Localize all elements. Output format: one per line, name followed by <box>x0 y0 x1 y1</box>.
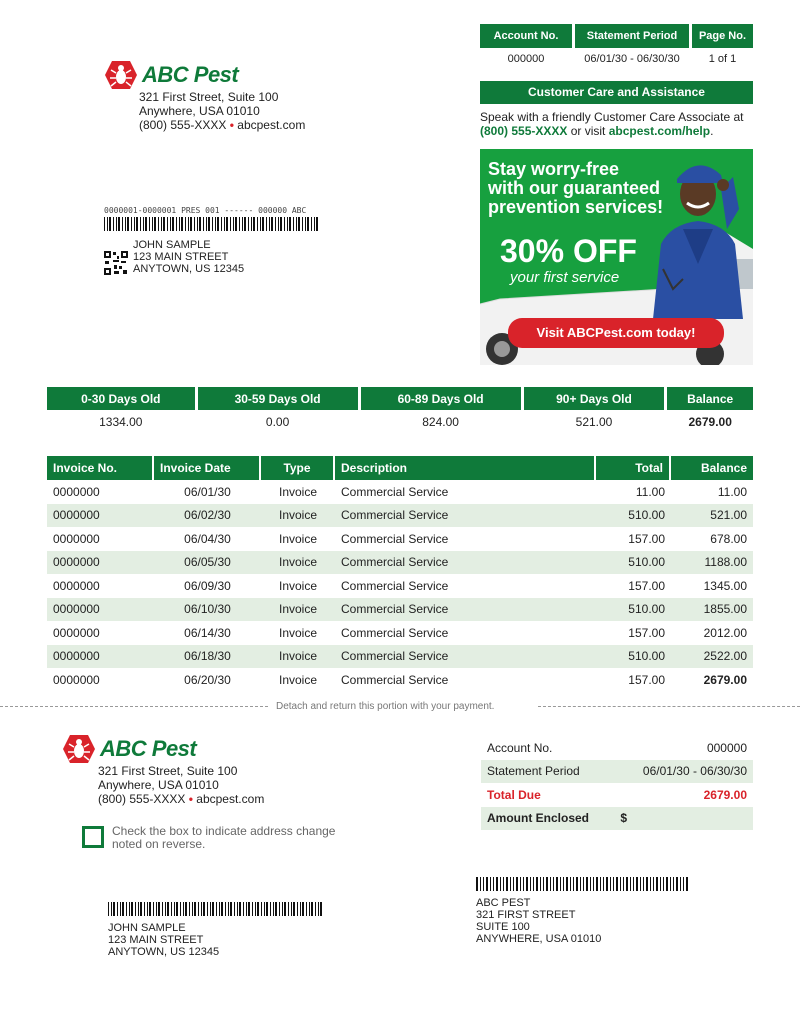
invoice-number-cell: 0000000 <box>53 672 100 687</box>
customer-care-period: . <box>710 124 714 138</box>
invoice-date-cell: 06/05/30 <box>154 551 261 575</box>
stub-bug-icon <box>62 734 98 764</box>
stub-phone: (800) 555-XXXX <box>98 792 186 806</box>
mailing-city: ANYTOWN, US 12345 <box>133 263 245 275</box>
remit-to-address <box>476 897 601 945</box>
invoice-total-cell: 157.00 <box>628 672 665 687</box>
invoice-description-cell: Commercial Service <box>335 504 596 528</box>
invoice-number-header: Invoice No. <box>47 456 154 480</box>
invoice-date-cell: 06/20/30 <box>184 672 231 687</box>
detach-instruction: Detach and return this portion with your payment. <box>276 701 495 712</box>
bug-icon <box>104 60 140 90</box>
invoice-date-header: Invoice Date <box>154 456 261 480</box>
invoice-balance-cell: 2012.00 <box>703 625 747 640</box>
stub-address-line1: 321 First Street, Suite 100 <box>98 764 238 778</box>
remit-barcode <box>476 877 690 891</box>
return-barcode <box>108 902 324 916</box>
address-change-line2: noted on reverse. <box>112 837 206 851</box>
invoice-type-cell: Invoice <box>278 625 318 640</box>
customer-care-title: Customer Care and Assistance <box>480 81 753 104</box>
table-row <box>47 551 753 575</box>
mailing-street: 123 MAIN STREET <box>133 251 229 263</box>
customer-care-or-visit: or visit <box>567 124 609 138</box>
detach-line-right <box>538 706 800 707</box>
promo-headline-line2: with our guaranteed <box>488 178 661 198</box>
remit-line2: 321 FIRST STREET <box>476 909 576 921</box>
aging-value-30-59: 0.00 <box>265 415 290 429</box>
mailing-address <box>133 239 244 275</box>
invoice-number-cell: 0000000 <box>47 504 154 528</box>
invoice-total-cell: 157.00 <box>628 578 665 593</box>
invoice-number-cell: 0000000 <box>53 484 100 499</box>
company-name: ABC Pest <box>142 62 239 87</box>
remit-line4: ANYWHERE, USA 01010 <box>476 933 602 945</box>
invoice-description-cell: Commercial Service <box>341 672 449 687</box>
remit-line3: SUITE 100 <box>476 921 530 933</box>
invoice-balance-cell: 11.00 <box>717 484 747 499</box>
invoice-date-cell: 06/14/30 <box>184 625 231 640</box>
return-city: ANYTOWN, US 12345 <box>108 946 220 958</box>
statement-period-value: 06/01/30 - 06/30/30 <box>584 53 680 65</box>
invoice-total-cell: 11.00 <box>635 484 665 499</box>
invoice-date-cell: 06/09/30 <box>184 578 231 593</box>
company-logo <box>104 60 238 90</box>
invoice-type-cell: Invoice <box>261 551 335 575</box>
mailing-name: JOHN SAMPLE <box>133 239 211 251</box>
stub-address-line2: Anywhere, USA 01010 <box>98 778 219 792</box>
table-row <box>47 645 753 669</box>
stub-total-due-label: Total Due <box>487 787 541 802</box>
invoice-description-cell: Commercial Service <box>335 598 596 622</box>
account-number-value: 000000 <box>507 53 545 65</box>
mailing-code-line: 0000001-0000001 PRES 001 ------ 000000 ABC <box>104 206 307 215</box>
invoice-number-cell: 0000000 <box>53 625 100 640</box>
table-row <box>47 574 753 598</box>
stub-period-label: Statement Period <box>481 760 635 784</box>
company-address <box>139 90 305 132</box>
invoice-description-cell: Commercial Service <box>341 484 449 499</box>
invoice-number-cell: 0000000 <box>47 551 154 575</box>
invoice-description-cell: Commercial Service <box>341 578 449 593</box>
invoice-type-cell: Invoice <box>261 598 335 622</box>
company-contact <box>139 118 305 132</box>
invoice-description-cell: Commercial Service <box>341 625 449 640</box>
stub-total-due-value: 2679.00 <box>703 787 747 802</box>
invoice-total-cell: 157.00 <box>628 625 665 640</box>
stub-period-value: 06/01/30 - 06/30/30 <box>635 760 753 784</box>
invoice-table-body <box>47 480 753 692</box>
invoice-type-cell: Invoice <box>278 531 318 546</box>
aging-header-0-30: 0-30 Days Old <box>47 387 195 410</box>
promo-banner <box>480 149 753 365</box>
amount-enclosed-blank[interactable] <box>635 807 753 831</box>
invoice-total-cell: 510.00 <box>596 598 671 622</box>
stub-amount-enclosed-label <box>481 807 635 831</box>
invoice-date-cell: 06/04/30 <box>184 531 231 546</box>
invoice-date-cell: 06/01/30 <box>184 484 231 499</box>
promo-headline-line3: prevention services! <box>488 197 664 217</box>
invoice-type-cell: Invoice <box>261 645 335 669</box>
promo-cta-button[interactable]: Visit ABCPest.com today! <box>508 318 724 348</box>
company-website[interactable]: abcpest.com <box>237 118 306 132</box>
invoice-balance-cell: 1345.00 <box>703 578 747 593</box>
remit-line1: ABC PEST <box>476 897 531 909</box>
invoice-type-cell: Invoice <box>261 504 335 528</box>
invoice-date-cell: 06/10/30 <box>154 598 261 622</box>
company-address-line1: 321 First Street, Suite 100 <box>139 90 279 104</box>
invoice-description-cell: Commercial Service <box>341 531 449 546</box>
invoice-balance-cell: 2522.00 <box>671 645 753 669</box>
invoice-type-cell: Invoice <box>278 578 318 593</box>
page-number-header: Page No. <box>692 24 753 48</box>
promo-headline <box>488 160 663 217</box>
customer-care-link[interactable]: abcpest.com/help <box>608 124 711 138</box>
account-number-header: Account No. <box>480 24 572 48</box>
invoice-type-cell: Invoice <box>278 484 318 499</box>
stub-bullet: • <box>188 792 193 806</box>
invoice-table <box>47 456 753 692</box>
amount-enclosed-input[interactable]: $ <box>620 811 628 826</box>
promo-discount: 30% OFF <box>500 233 637 269</box>
return-street: 123 MAIN STREET <box>108 934 204 946</box>
invoice-total-cell: 510.00 <box>596 504 671 528</box>
table-row <box>47 598 753 622</box>
invoice-total-cell: 510.00 <box>596 645 671 669</box>
return-mailing-address <box>108 922 219 958</box>
table-row <box>47 621 753 645</box>
invoice-balance-cell: 521.00 <box>671 504 753 528</box>
table-row <box>47 668 753 692</box>
aging-value-0-30: 1334.00 <box>99 415 143 429</box>
invoice-balance-cell: 678.00 <box>710 531 747 546</box>
aging-header-90-plus: 90+ Days Old <box>524 387 665 410</box>
stub-contact <box>98 792 264 806</box>
invoice-total-header: Total <box>596 456 671 480</box>
invoice-number-cell: 0000000 <box>47 598 154 622</box>
stub-account-value: 000000 <box>706 740 747 755</box>
aging-summary-table <box>44 387 756 434</box>
table-row <box>47 480 753 504</box>
invoice-number-cell: 0000000 <box>47 645 154 669</box>
invoice-balance-cell: 1855.00 <box>671 598 753 622</box>
address-change-label <box>112 825 335 851</box>
invoice-date-cell: 06/02/30 <box>154 504 261 528</box>
aging-header-60-89: 60-89 Days Old <box>361 387 521 410</box>
return-name: JOHN SAMPLE <box>108 922 186 934</box>
invoice-balance-cell: 2679.00 <box>703 672 747 687</box>
invoice-number-cell: 0000000 <box>53 531 100 546</box>
invoice-description-cell: Commercial Service <box>335 645 596 669</box>
aging-header-balance: Balance <box>667 387 753 410</box>
page-number-value: 1 of 1 <box>708 53 737 65</box>
stub-company-address <box>98 764 264 806</box>
aging-header-30-59: 30-59 Days Old <box>198 387 358 410</box>
invoice-total-cell: 157.00 <box>628 531 665 546</box>
qr-code <box>104 251 128 275</box>
aging-value-balance: 2679.00 <box>688 415 732 429</box>
customer-care-phone[interactable]: (800) 555-XXXX <box>480 124 568 138</box>
bullet-separator: • <box>229 118 234 132</box>
table-row <box>47 504 753 528</box>
statement-header-table <box>477 24 756 70</box>
company-phone: (800) 555-XXXX <box>139 118 227 132</box>
invoice-balance-cell: 1188.00 <box>671 551 753 575</box>
invoice-date-cell: 06/18/30 <box>154 645 261 669</box>
table-row <box>47 527 753 551</box>
stub-website[interactable]: abcpest.com <box>196 792 265 806</box>
statement-period-header: Statement Period <box>575 24 689 48</box>
address-change-line1: Check the box to indicate address change <box>112 824 336 838</box>
amount-enclosed-text: Amount Enclosed <box>487 811 590 826</box>
invoice-type-cell: Invoice <box>278 672 318 687</box>
aging-value-60-89: 824.00 <box>422 415 459 429</box>
company-address-line2: Anywhere, USA 01010 <box>139 104 260 118</box>
customer-care-intro: Speak with a friendly Customer Care Associate at <box>480 110 744 124</box>
stub-company-name: ABC Pest <box>100 736 197 761</box>
promo-headline-line1: Stay worry-free <box>488 159 620 179</box>
stub-company-logo <box>62 734 196 764</box>
aging-value-90-plus: 521.00 <box>575 415 613 429</box>
payment-stub-table <box>481 736 753 830</box>
invoice-type-header: Type <box>261 456 335 480</box>
stub-account-label: Account No. <box>487 740 553 755</box>
detach-line-left <box>0 706 268 707</box>
invoice-balance-header: Balance <box>671 456 753 480</box>
invoice-number-cell: 0000000 <box>53 578 100 593</box>
invoice-description-cell: Commercial Service <box>335 551 596 575</box>
promo-subtext: your first service <box>510 269 620 286</box>
customer-care-text <box>480 110 755 138</box>
invoice-description-header: Description <box>335 456 596 480</box>
invoice-total-cell: 510.00 <box>596 551 671 575</box>
address-change-checkbox[interactable] <box>82 826 104 848</box>
mailing-barcode <box>104 217 320 231</box>
